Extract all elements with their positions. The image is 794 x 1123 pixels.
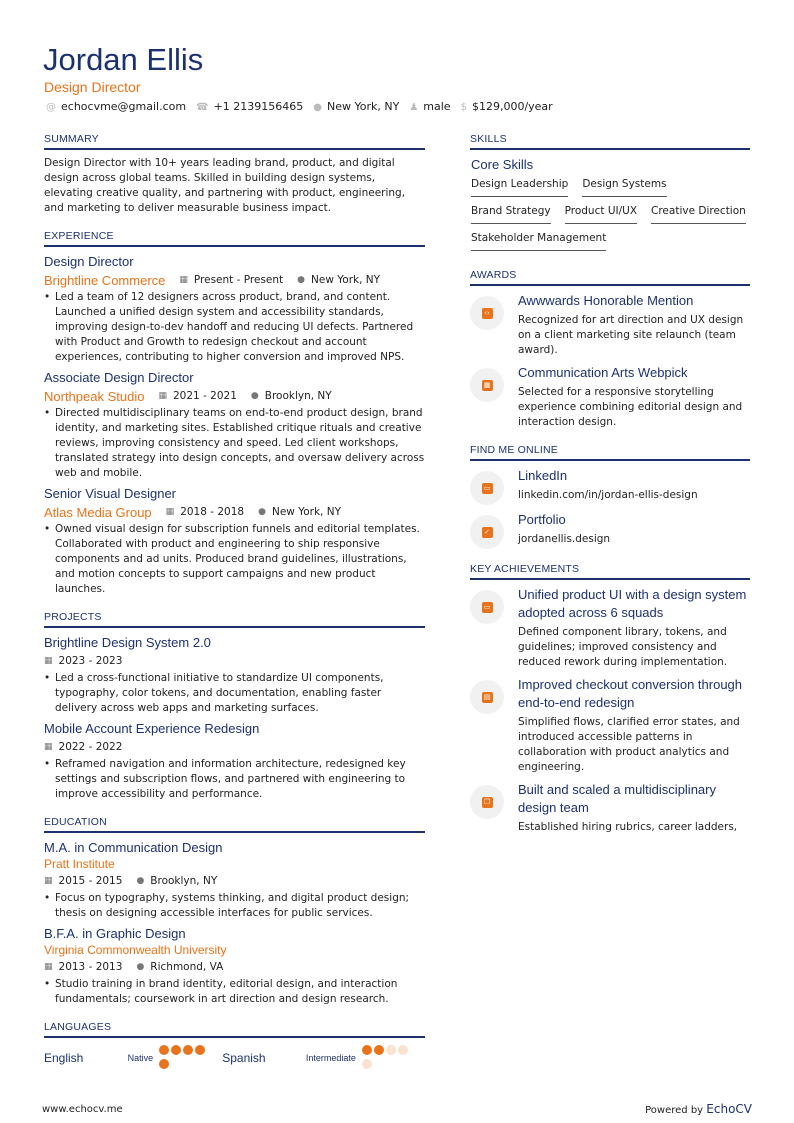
item-title[interactable]: Portfolio [518, 512, 566, 527]
dates: Present - Present [193, 274, 284, 286]
language-rating [159, 1044, 216, 1072]
company: Northpeak Studio [44, 388, 145, 404]
calendar-icon: ▦ [179, 275, 188, 285]
dates: 2015 - 2015 [58, 875, 123, 887]
skill-tag: Creative Direction [651, 201, 746, 224]
icon-badge [470, 471, 504, 505]
rating-dot [362, 1059, 372, 1069]
awards-item [470, 292, 750, 358]
item-title: Communication Arts Webpick [518, 365, 688, 380]
item-title: Unified product UI with a design system adopted across 6 squads [518, 587, 747, 620]
location-icon: ● [250, 391, 259, 401]
footer-site[interactable]: www.echocv.me [42, 1104, 123, 1115]
skill-tag: Product UI/UX [565, 201, 637, 224]
entry-location: New York, NY [311, 274, 381, 286]
rating-dot [386, 1045, 396, 1055]
location-icon: ● [136, 962, 145, 972]
language-rating [362, 1044, 419, 1072]
language-level: Intermediate [305, 1053, 356, 1063]
project-name: Mobile Account Experience Redesign [44, 721, 260, 736]
location-icon: ● [297, 275, 306, 285]
rating-dot [159, 1059, 169, 1069]
browser-icon: ▭ [482, 483, 493, 494]
section-heading: EXPERIENCE [44, 230, 425, 247]
bullet: • Led a team of 12 designers across product, brand, and content. Launched a unified design system and accessibility standards, improving design-to-dev handoff and reducing UI defects. Partnered with Product and Growth to redesign checkout and account experiences, contributing to higher conversion and improved NPS. [44, 290, 425, 365]
rating-dot [159, 1045, 169, 1055]
item-title[interactable]: LinkedIn [518, 468, 568, 483]
project-entry [44, 634, 425, 716]
check-circle-icon: ✓ [482, 527, 493, 538]
projects-section [44, 611, 425, 802]
location-icon: ● [313, 102, 323, 113]
icon-badge [470, 296, 504, 330]
bullet: • Studio training in brand identity, editorial design, and interaction fundamentals; coursework in art direction and design research. [44, 977, 425, 1007]
company: Brightline Commerce [44, 272, 166, 288]
section-heading: AWARDS [470, 269, 750, 286]
school: Virginia Commonwealth University [44, 943, 227, 957]
section-heading: PROJECTS [44, 611, 425, 628]
footer-powered [645, 1102, 752, 1116]
project-name: Brightline Design System 2.0 [44, 635, 211, 650]
brand-logo: EchoCV [706, 1102, 752, 1116]
entry-meta [166, 503, 341, 522]
summary-section [44, 133, 425, 216]
location-icon: ● [258, 507, 266, 517]
icon-badge [470, 515, 504, 549]
degree: B.F.A. in Graphic Design [44, 926, 186, 941]
item-text: linkedin.com/in/jordan-ellis-design [518, 489, 698, 501]
section-heading: SKILLS [470, 133, 750, 150]
skill-tag: Stakeholder Management [471, 228, 606, 251]
summary-text: Design Director with 10+ years leading brand, product, and digital design across global teams. Skilled in building design systems, elevating creative quality, and partnering with product, engineering, and marketing to deliver measurable business impact. [44, 157, 406, 214]
monitor-icon: ▭ [482, 602, 493, 613]
rating-dot [183, 1045, 193, 1055]
skills-section [470, 133, 750, 255]
company: Atlas Media Group [44, 504, 152, 520]
job-title: Associate Design Director [44, 370, 194, 385]
skill-tag: Brand Strategy [471, 201, 551, 224]
item-title: Built and scaled a multidisciplinary design team [518, 782, 716, 815]
icon-badge [470, 785, 504, 819]
item-text: jordanellis.design [518, 533, 611, 545]
icon-badge [470, 590, 504, 624]
dates: 2022 - 2022 [58, 741, 123, 753]
at-icon: @ [46, 102, 56, 113]
job-title: Senior Visual Designer [44, 486, 176, 501]
experience-entry [44, 485, 425, 597]
bullet: • Owned visual design for subscription funnels and editorial templates. Collaborated with product and engineering to ship responsive components and ad units. Produced brand guidelines, illustrations, and motion concepts to support campaigns and new product launches. [44, 522, 425, 597]
email[interactable]: echocvme@gmail.com [61, 100, 187, 113]
entry-meta [158, 387, 331, 406]
education-section [44, 816, 425, 1007]
entry-meta [44, 872, 217, 891]
icon-badge [470, 368, 504, 402]
bullet: • Focus on typography, systems thinking, and digital product design; thesis on designing accessible interfaces for public services. [44, 891, 425, 921]
entry-location: Richmond, VA [150, 961, 224, 973]
location-icon: ● [136, 876, 145, 886]
calendar-icon: ▦ [44, 656, 53, 666]
online-item [470, 467, 750, 505]
achievements-section [470, 563, 750, 835]
experience-entry [44, 369, 425, 481]
item-title: Awwwards Honorable Mention [518, 293, 694, 308]
calendar-icon: ▦ [44, 962, 53, 972]
item-text: Recognized for art direction and UX design on a client marketing site relaunch (team award). [518, 314, 744, 356]
rating-dot [374, 1045, 384, 1055]
section-heading: LANGUAGES [44, 1021, 425, 1038]
online-section [470, 444, 750, 549]
calendar-icon: ▦ [44, 876, 53, 886]
section-heading: SUMMARY [44, 133, 425, 150]
candidate-title: Design Director [44, 79, 141, 95]
candidate-name: Jordan Ellis [43, 42, 204, 77]
achievements-item [470, 676, 750, 775]
item-text: Simplified flows, clarified error states, and introduced accessible patterns in collaboration with product analytics and engineering. [518, 716, 740, 773]
section-heading: FIND ME ONLINE [470, 444, 750, 461]
location: New York, NY [327, 100, 400, 113]
rating-dot [398, 1045, 408, 1055]
phone-icon: ☎ [196, 102, 209, 113]
education-entry [44, 839, 425, 921]
code-icon: ‹› [482, 308, 493, 319]
icon-badge [470, 680, 504, 714]
calendar-icon: ▦ [44, 742, 53, 752]
awards-section [470, 269, 750, 430]
salary: $129,000/year [471, 100, 553, 113]
language-name: English [44, 1051, 84, 1065]
language-name: Spanish [222, 1051, 266, 1065]
money-icon: $ [460, 102, 467, 113]
language-level: Native [127, 1053, 154, 1063]
achievements-item [470, 586, 750, 670]
dates: 2018 - 2018 [180, 506, 245, 518]
entry-meta [44, 958, 223, 977]
dates: 2021 - 2021 [172, 390, 237, 402]
item-text: Established hiring rubrics, career ladders, [518, 821, 738, 833]
person-icon: ♟ [409, 102, 419, 113]
experience-entry [44, 253, 425, 365]
experience-section [44, 230, 425, 597]
section-heading: EDUCATION [44, 816, 425, 833]
calendar-icon: ▦ [165, 507, 175, 517]
online-item [470, 511, 750, 549]
achievements-item [470, 781, 750, 835]
item-text: Defined component library, tokens, and guidelines; improved consistency and reduced rework during implementation. [518, 626, 728, 668]
item-text: Selected for a responsive storytelling experience combining editorial design and interaction design. [518, 386, 743, 428]
bullet: • Directed multidisciplinary teams on end-to-end product design, brand identity, and marketing sites. Established critique rituals and creative reviews, improving consistency and speed. Led client workshops, translated strategy into design concepts, and oversaw delivery across web and mobile. [44, 406, 425, 481]
education-entry [44, 925, 425, 1007]
job-title: Design Director [44, 254, 134, 269]
phone: +1 2139156465 [213, 100, 304, 113]
awards-item [470, 364, 750, 430]
skills-subheading: Core Skills [471, 157, 534, 172]
degree: M.A. in Communication Design [44, 840, 223, 855]
rating-dot [362, 1045, 372, 1055]
entry-location: New York, NY [271, 506, 341, 518]
skill-tag: Design Systems [582, 174, 666, 197]
bullet: • Reframed navigation and information architecture, redesigned key settings and subscription flows, and partnered with engineering to improve accessibility and performance. [44, 757, 425, 802]
project-entry [44, 720, 425, 802]
rating-dot [171, 1045, 181, 1055]
item-title: Improved checkout conversion through end-to-end redesign [518, 677, 743, 710]
gender: male [423, 100, 451, 113]
powered-label: Powered by [645, 1105, 704, 1116]
entry-meta [179, 271, 380, 290]
rating-dot [195, 1045, 205, 1055]
section-heading: KEY ACHIEVEMENTS [470, 563, 750, 580]
dates: 2013 - 2013 [58, 961, 123, 973]
calculator-icon: ▦ [482, 380, 493, 391]
school: Pratt Institute [44, 857, 115, 871]
languages-section [44, 1021, 425, 1072]
calendar-icon: ▦ [158, 391, 167, 401]
entry-location: Brooklyn, NY [150, 875, 218, 887]
contact-bar [46, 100, 553, 113]
copy-icon: ❐ [482, 797, 493, 808]
bullet: • Led a cross-functional initiative to standardize UI components, typography, color tokens, and documentation, enabling faster delivery across web apps and marketing surfaces. [44, 671, 425, 716]
document-icon: ▤ [482, 692, 493, 703]
entry-location: Brooklyn, NY [264, 390, 332, 402]
dates: 2023 - 2023 [58, 655, 123, 667]
entry-meta [44, 738, 122, 757]
entry-meta [44, 652, 122, 671]
skill-tag: Design Leadership [471, 174, 568, 197]
